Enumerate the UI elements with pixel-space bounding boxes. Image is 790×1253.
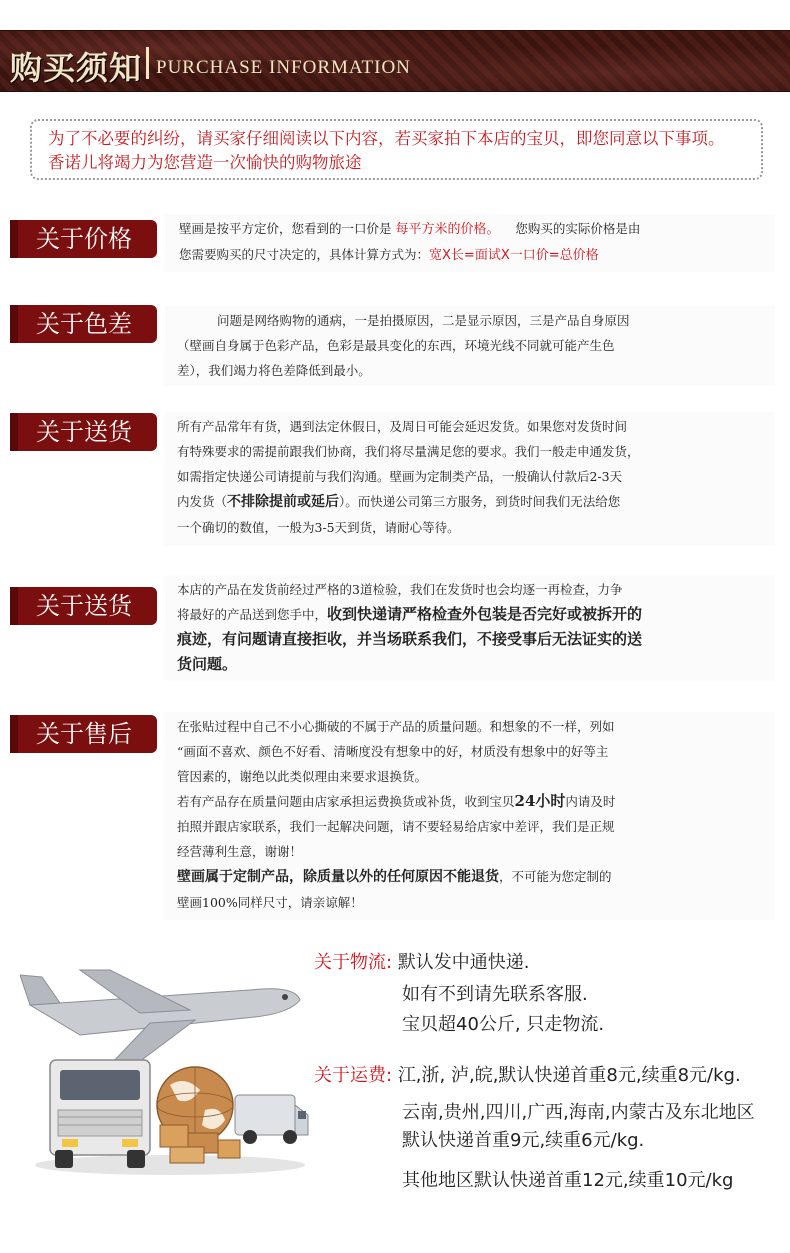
color-l1: 问题是网络购物的通病，一是拍摄原因，二是显示原因，三是产品自身原因	[217, 313, 630, 328]
price-l2b: 宽X长=面试X一口价=总价格	[429, 248, 599, 263]
aftersale-l7b: ，不可能为您定制的	[499, 869, 612, 884]
label-aftersale: 关于售后	[10, 715, 147, 753]
shipping2-l2a: 将最好的产品送到您手中，	[177, 607, 328, 622]
shipping1-l4b: 不排除提前或延后	[227, 494, 340, 510]
price-l1b: 每平方米的价格。	[395, 222, 500, 237]
freight-l3: 默认快递首重9元,续重6元/kg.	[402, 1130, 645, 1151]
shipping1-l3: 如需指定快递公司请提前与我们沟通。壁画为定制类产品，一般确认付款后2-3天	[177, 469, 623, 484]
price-l2a: 您需要购买的尺寸决定的，具体计算方式为：	[179, 247, 430, 262]
section-color-text	[165, 306, 775, 386]
shipping2-l3: 痕迹，有问题请直接拒收，并当场联系我们，不接受事后无法证实的送	[177, 630, 643, 648]
price-l1a: 壁画是按平方定价，您看到的一口价是	[179, 221, 392, 236]
section-shipping-2-text	[165, 575, 775, 681]
aftersale-l5: 拍照并跟店家联系，我们一起解决问题，请不要轻易给店家中差评，我们是正规	[177, 819, 615, 834]
aftersale-l7a: 壁画属于定制产品，除质量以外的任何原因不能退货	[177, 869, 499, 885]
header-banner	[0, 30, 790, 92]
label-shipping-2: 关于送货	[10, 587, 147, 625]
shipping1-l1: 所有产品常年有货，遇到法定休假日，及周日可能会延迟发货。如果您对发货时间	[177, 419, 628, 434]
aftersale-l2: “画面不喜欢、颜色不好看、清晰度没有想象中的好，材质没有想象中的好等主	[177, 744, 609, 759]
aftersale-l4a: 若有产品存在质量问题由店家承担运费换货或补货，收到宝贝	[177, 794, 515, 809]
price-l1c: 您购买的实际价格是由	[515, 221, 641, 236]
shipping1-l5: 一个确切的数值，一般为3-5天到货，请耐心等待。	[177, 520, 460, 535]
notice-line-1: 为了不必要的纠纷，请买家仔细阅读以下内容，若买家拍下本店的宝贝，即您同意以下事项。	[48, 129, 725, 148]
aftersale-l4c: 内请及时	[565, 794, 616, 809]
shipping2-l2b: 收到快递请严格检查外包装是否完好或被拆开的	[327, 605, 643, 623]
shipping1-l4a: 内发货（	[177, 494, 228, 509]
shipping1-l2: 有特殊要求的需提前跟我们协商，我们将尽量满足您的要求。我们一般走申通发货，	[177, 444, 640, 459]
banner-subtitle: PURCHASE INFORMATION	[156, 57, 411, 78]
color-l3: 差），我们竭力将色差降低到最小。	[177, 363, 371, 378]
notice-line-2: 香诺儿将竭力为您营造一次愉快的购物旅途	[48, 153, 362, 172]
aftersale-l8: 壁画100%同样尺寸，请亲谅解！	[177, 895, 363, 910]
label-color: 关于色差	[10, 305, 147, 343]
section-price-text	[165, 214, 775, 272]
banner-divider	[146, 47, 149, 79]
aftersale-l4b: 24小时	[514, 792, 566, 810]
logistics-l3: 宝贝超40公斤, 只走物流.	[402, 1014, 605, 1035]
section-aftersale-text	[165, 712, 775, 920]
freight-l1: 江,浙, 泸,皖,默认快递首重8元,续重8元/kg.	[397, 1065, 741, 1086]
banner-title: 购买须知	[10, 49, 143, 87]
aftersale-l6: 经营薄利生意，谢谢！	[177, 844, 303, 859]
freight-label: 关于运费:	[314, 1065, 393, 1086]
freight-l4: 其他地区默认快递首重12元,续重10元/kg	[402, 1170, 734, 1191]
aftersale-l1: 在张贴过程中自己不小心撕破的不属于产品的质量问题。和想象的不一样，列如	[177, 719, 615, 734]
label-price: 关于价格	[10, 220, 147, 258]
section-shipping-1-text	[165, 412, 775, 546]
shipping2-l4: 货问题。	[177, 655, 238, 673]
logistics-label: 关于物流:	[314, 952, 393, 973]
shipping2-l1: 本店的产品在发货前经过严格的3道检验，我们在发货时也会均逐一再检查，力争	[177, 582, 623, 597]
airplane-truck-globe-icon	[20, 965, 310, 1180]
aftersale-l3: 管因素的，谢绝以此类似理由来要求退换货。	[177, 769, 428, 784]
logistics-l1: 默认发中通快递.	[397, 952, 530, 973]
color-l2: （壁画自身属于色彩产品，色彩是最具变化的东西，环境光线不同就可能产生色	[177, 338, 615, 353]
logistics-l2: 如有不到请先联系客服.	[402, 984, 588, 1005]
label-shipping-1: 关于送货	[10, 413, 147, 451]
freight-l2: 云南,贵州,四川,广西,海南,内蒙古及东北地区	[402, 1102, 755, 1123]
notice-box	[30, 119, 763, 180]
shipping1-l4c: ）。而快递公司第三方服务，到货时间我们无法给您	[339, 494, 621, 509]
